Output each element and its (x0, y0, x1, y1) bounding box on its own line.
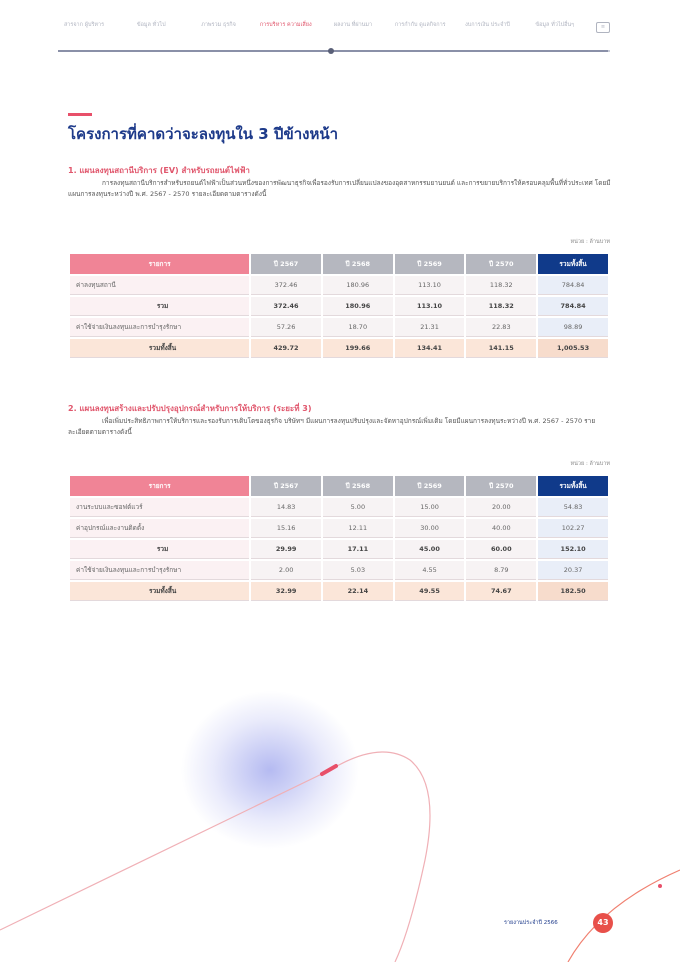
section2-paragraph: เพื่อเพิ่มประสิทธิภาพการให้บริการและรองรับการเติบโตของธุรกิจ บริษัทฯ มีแผนการลงทุนปรับปรุงและจัดหาอุปกรณ์เพิ่มเติม โดยมีแผนการลงทุนระหว่างปี พ.ศ. 2567 - 2570 รายละเอียดตามตารางดังนี้ (68, 417, 596, 436)
header-year-2569: ปี 2569 (395, 254, 465, 274)
decorative-corner-curve (568, 870, 680, 962)
row-label: ค่าอุปกรณ์และงานติดตั้ง (70, 519, 249, 538)
cell-value: 15.00 (395, 498, 465, 517)
row-label: ค่าใช้จ่ายเงินลงทุนและการบำรุงรักษา (70, 318, 249, 337)
header-year-2568: ปี 2568 (323, 254, 393, 274)
cell-total: 182.50 (538, 582, 608, 601)
header-total: รวมทั้งสิ้น (538, 254, 608, 274)
cell-value: 429.72 (251, 339, 321, 358)
cell-value: 134.41 (395, 339, 465, 358)
cell-value: 180.96 (323, 276, 393, 295)
nav-tab-business-overview[interactable]: ภาพรวม ธุรกิจ (201, 22, 236, 28)
row-label: รวม (70, 297, 249, 316)
cell-total: 20.37 (538, 561, 608, 580)
cell-total: 102.27 (538, 519, 608, 538)
nav-tab-other-info[interactable]: ข้อมูล ทั่วไปอื่นๆ (535, 22, 575, 28)
section2-title: 2. แผนลงทุนสร้างและปรับปรุงอุปกรณ์สำหรับการให้บริการ (ระยะที่ 3) (68, 404, 312, 413)
decorative-dot (658, 884, 662, 888)
header-item: รายการ (70, 254, 249, 274)
row-label: รวมทั้งสิ้น (70, 339, 249, 358)
cell-value: 30.00 (395, 519, 465, 538)
decorative-curve-line (0, 752, 430, 962)
cell-value: 20.00 (466, 498, 536, 517)
header-year-2567: ปี 2567 (251, 476, 321, 496)
cell-value: 5.00 (323, 498, 393, 517)
cell-value: 60.00 (466, 540, 536, 559)
page-title: โครงการที่คาดว่าจะลงทุนใน 3 ปีข้างหน้า (68, 125, 339, 143)
cell-value: 32.99 (251, 582, 321, 601)
cell-value: 45.00 (395, 540, 465, 559)
cell-value: 118.32 (466, 276, 536, 295)
cell-value: 372.46 (251, 276, 321, 295)
section1-unit: หน่วย : ล้านบาท (570, 239, 610, 245)
cell-value: 29.99 (251, 540, 321, 559)
cell-total: 1,005.53 (538, 339, 608, 358)
cell-value: 21.31 (395, 318, 465, 337)
cell-value: 15.16 (251, 519, 321, 538)
cell-value: 22.14 (323, 582, 393, 601)
section1-title: 1. แผนลงทุนสถานีบริการ (EV) สำหรับรถยนต์ไฟฟ้า (68, 166, 250, 175)
cell-total: 54.83 (538, 498, 608, 517)
cell-total: 98.89 (538, 318, 608, 337)
cell-value: 12.11 (323, 519, 393, 538)
row-label: รวม (70, 540, 249, 559)
nav-tab-risk-management[interactable]: การบริหาร ความเสี่ยง (259, 22, 312, 28)
decorative-curve-highlight (322, 766, 336, 774)
cell-total: 784.84 (538, 276, 608, 295)
header-item: รายการ (70, 476, 249, 496)
cell-value: 199.66 (323, 339, 393, 358)
cell-value: 57.26 (251, 318, 321, 337)
cell-value: 180.96 (323, 297, 393, 316)
header-year-2567: ปี 2567 (251, 254, 321, 274)
header-year-2570: ปี 2570 (466, 254, 536, 274)
cell-total: 784.84 (538, 297, 608, 316)
cell-value: 18.70 (323, 318, 393, 337)
cell-value: 118.32 (466, 297, 536, 316)
footer-report-title: รายงานประจำปี 2566 (504, 920, 558, 926)
header-year-2569: ปี 2569 (395, 476, 465, 496)
header-total: รวมทั้งสิ้น (538, 476, 608, 496)
row-label: ค่าใช้จ่ายเงินลงทุนและการบำรุงรักษา (70, 561, 249, 580)
cell-value: 14.83 (251, 498, 321, 517)
nav-tab-general-info[interactable]: ข้อมูล ทั่วไป (136, 22, 166, 28)
menu-icon[interactable]: ≡ (596, 22, 610, 33)
cell-value: 4.55 (395, 561, 465, 580)
cell-value: 40.00 (466, 519, 536, 538)
cell-value: 17.11 (323, 540, 393, 559)
cell-value: 5.03 (323, 561, 393, 580)
page-number-badge: 43 (593, 913, 613, 933)
cell-value: 74.67 (466, 582, 536, 601)
cell-value: 49.55 (395, 582, 465, 601)
cell-value: 22.83 (466, 318, 536, 337)
cell-value: 8.79 (466, 561, 536, 580)
nav-tab-executive-message[interactable]: สารจาก ผู้บริหาร (63, 22, 105, 28)
cell-value: 141.15 (466, 339, 536, 358)
row-label: ค่าลงทุนสถานี (70, 276, 249, 295)
nav-tab-performance[interactable]: ผลงาน ที่ผ่านมา (333, 22, 373, 28)
cell-value: 372.46 (251, 297, 321, 316)
cell-value: 113.10 (395, 276, 465, 295)
header-year-2570: ปี 2570 (466, 476, 536, 496)
cell-value: 2.00 (251, 561, 321, 580)
nav-tab-governance[interactable]: การกำกับ ดูแลกิจการ (394, 22, 446, 28)
section2-unit: หน่วย : ล้านบาท (570, 461, 610, 467)
row-label: งานระบบและซอฟต์แวร์ (70, 498, 249, 517)
row-label: รวมทั้งสิ้น (70, 582, 249, 601)
section1-paragraph: การลงทุนสถานีบริการสำหรับรถยนต์ไฟฟ้าเป็นส่วนหนึ่งของการพัฒนาธุรกิจเพื่อรองรับการเปลี่ยนแปลงของอุตสาหกรรมยานยนต์ และการขยายบริการให้ครอบคลุมพื้นที่ทั่วประเทศ โดยมีแผนการลงทุนระหว่างปี พ.ศ. 2567 - 2570 รายละเอียดตามตารางดังนี้ (68, 179, 611, 198)
header-year-2568: ปี 2568 (323, 476, 393, 496)
cell-total: 152.10 (538, 540, 608, 559)
cell-value: 113.10 (395, 297, 465, 316)
nav-tab-financial-statements[interactable]: งบการเงิน ประจำปี (465, 22, 510, 28)
